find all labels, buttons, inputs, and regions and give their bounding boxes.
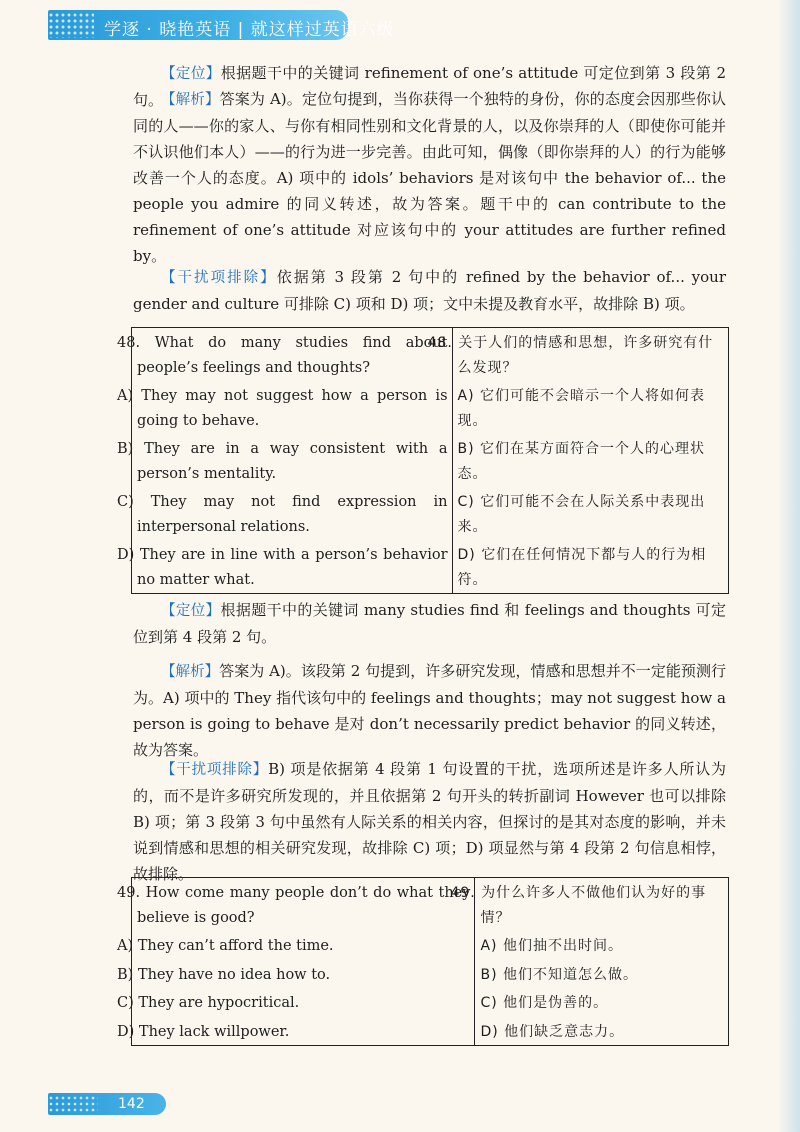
option-d-en: D) They are in line with a person’s behavior no matter what. [132, 540, 453, 594]
table-row [132, 381, 729, 434]
option-c-zh: C) 他们是伪善的。 [480, 995, 609, 1011]
locate-paragraph-q48 [133, 597, 726, 650]
table-row [132, 1017, 729, 1046]
page-number: 142 [118, 1096, 145, 1112]
paragraph-text: 答案为 A)。该段第 2 句提到，许多研究发现，情感和思想并不一定能预测行为。A) 项中的 They 指代该句中的 feelings and thoughts；may not suggest how a person is going to behave 是对 don’t necessarily predict behavior 的同义转述，故为答案。 [133, 662, 726, 759]
distractor-paragraph-q48 [133, 756, 726, 887]
section-tag: 【干扰项排除】 [161, 270, 277, 286]
option-b-zh: B) 它们在某方面符合一个人的心理状态。 [457, 441, 706, 482]
analysis-paragraph-q47 [133, 86, 726, 269]
header-dot-pattern [48, 12, 94, 38]
paragraph-text: 答案为 A)。定位句提到，当你获得一个独特的身份，你的态度会因那些你认同的人——你的家人、与你有相同性别和文化背景的人，以及你崇拜的人（即使你可能并不认识他们本人）——的行为进一步完善。由此可知，偶像（即你崇拜的人）的行为能够改善一个人的态度。A) 项中的 idols’ behaviors 是对该句中 the behavior of... the people you admire 的同义转述，故为答案。题干中的 can contribute to the refinement of one’s attitude 对应该句中的 your attitudes are further refined by。 [133, 90, 726, 265]
section-tag: 【定位】 [161, 66, 221, 82]
question-49-zh: 49. 为什么许多人不做他们认为好的事情？ [450, 885, 707, 926]
table-row [132, 988, 729, 1017]
question-48-zh: 48. 关于人们的情感和思想，许多研究有什么发现？ [427, 335, 714, 376]
option-a-zh: A) 他们抽不出时间。 [480, 938, 623, 954]
footer-dot-pattern [48, 1095, 98, 1113]
option-a-en: A) They can’t afford the time. [132, 931, 475, 960]
option-d-en: D) They lack willpower. [132, 1017, 475, 1046]
table-row [132, 487, 729, 540]
analysis-paragraph-q48 [133, 658, 726, 763]
option-c-en: C) They are hypocritical. [132, 988, 475, 1017]
question-49-table [117, 877, 729, 1046]
paragraph-text: 根据题干中的关键词 refinement of one’s attitude 可定位到第 3 段第 2 句。 [133, 64, 726, 109]
section-tag: 【定位】 [161, 603, 221, 619]
question-48-en: 48. What do many studies find about people’s feelings and thoughts? [132, 328, 453, 382]
table-row [132, 878, 729, 932]
question-49-en: 49. How come many people don’t do what they believe is good? [132, 878, 475, 932]
option-b-en: B) They are in a way consistent with a person’s mentality. [132, 434, 453, 487]
page-edge-shadow [778, 0, 800, 1132]
paragraph-text: 依据第 3 段第 2 句中的 refined by the behavior of... your gender and culture 可排除 C) 项和 D) 项；文中未提及教育水平，故排除 B) 项。 [133, 268, 726, 313]
paragraph-text: 根据题干中的关键词 many studies find 和 feelings and thoughts 可定位到第 4 段第 2 句。 [133, 601, 727, 646]
question-48-table [117, 327, 729, 594]
table-row [132, 540, 729, 594]
option-b-zh: B) 他们不知道怎么做。 [480, 966, 638, 983]
section-tag: 【干扰项排除】 [161, 762, 269, 778]
option-b-en: B) They have no idea how to. [132, 960, 475, 989]
option-d-zh: D) 它们在任何情况下都与人的行为相符。 [457, 547, 707, 588]
table-row [132, 434, 729, 487]
running-header-title: 学逐 · 晓艳英语 | 就这样过英语六级 [104, 20, 395, 40]
option-c-en: C) They may not find expression in interpersonal relations. [132, 487, 453, 540]
option-a-zh: A) 它们可能不会暗示一个人将如何表现。 [457, 388, 706, 429]
paragraph-text: B) 项是依据第 4 段第 1 句设置的干扰，选项所述是许多人所认为的，而不是许多研究所发现的，并且依据第 2 句开头的转折副词 However 也可以排除 B) 项；第 3 段第 3 句中虽然有人际关系的相关内容，但探讨的是其对态度的影响，并未说到情感和思想的相关研究发现，故排除 C) 项；D) 项显然与第 4 段第 2 句信息相悖，故排除。 [133, 760, 726, 883]
option-d-zh: D) 他们缺乏意志力。 [480, 1023, 625, 1040]
section-tag: 【解析】 [161, 92, 220, 108]
option-c-zh: C) 它们可能不会在人际关系中表现出来。 [457, 494, 706, 535]
distractor-paragraph-q47 [133, 264, 726, 317]
option-a-en: A) They may not suggest how a person is going to behave. [132, 381, 453, 434]
section-tag: 【解析】 [161, 664, 220, 680]
table-row [132, 328, 729, 382]
table-row [132, 960, 729, 989]
table-row [132, 931, 729, 960]
